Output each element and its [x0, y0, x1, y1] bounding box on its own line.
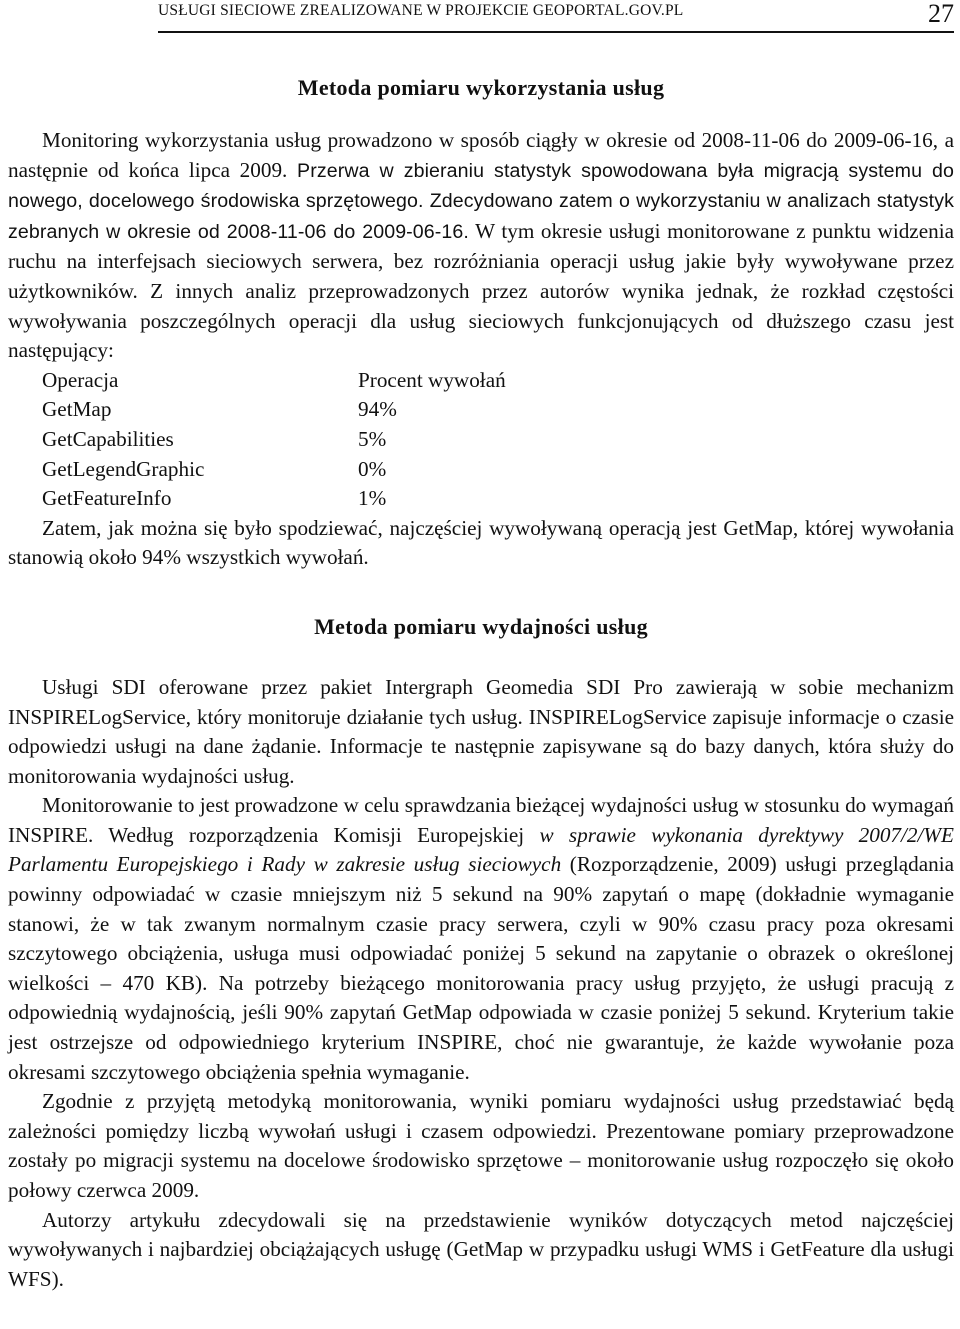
- paragraph-inspire-requirements: [8, 791, 954, 1087]
- regulation-title: w sprawie wykonania dyrektywy 2007/2/WE Parlamentu Europejskiego i Rady w zakresie usług sieciowych: [8, 822, 954, 877]
- table-cell-operation: GetCapabilities: [42, 426, 174, 451]
- paragraph-text: Monitorowanie to jest prowadzone w celu sprawdzania bieżącej wydajności usług w stosunku do wymagań INSPIRE. Według rozporządzenia Komisji Europejskiej: [8, 793, 954, 847]
- paragraph-text: Monitoring wykorzystania usług prowadzono w sposób ciągły w okresie od 2008-11-06 do 2009-06-16, a następnie od końca lipca 2009.: [8, 128, 954, 182]
- operations-table: [42, 366, 506, 514]
- table-cell-operation: GetLegendGraphic: [42, 456, 205, 481]
- paragraph-text-sans: Przerwa w zbieraniu statystyk spowodowana była migracją systemu do nowego, docelowego środowiska sprzętowego. Zdecydowano zatem o wykorzystaniu w analizach statystyk zebranych w okresie od 2008-11-06 do 2009-06-16.: [8, 159, 955, 243]
- table-header-row: [42, 366, 506, 396]
- table-row: [42, 425, 506, 455]
- table-cell-percent: 5%: [358, 426, 387, 451]
- header-rule: [158, 31, 954, 33]
- table-cell-percent: 1%: [358, 486, 387, 511]
- paragraph-text: (Rozporządzenie, 2009) usługi przeglądania powinny odpowiadać w czasie mniejszym niż 5 sekund na 90% zapytań o mapę (dokładnie wymaganie stanowi, że w tak zwanym normalnym czasie pracy serwera, czyli w 90% czasu pracy poza okresami szczytowego obciążenia, usługa musi odpowiadać poniżej 5 sekund na zapytanie o obrazek o określonej wielkości – 470 KB). Na potrzeby bieżącego monitorowania pracy usług przyjęto, że usługi pracują z odpowiednią wydajnością, jeśli 90% zapytań GetMap odpowiada w czasie poniżej 5 sekund. Kryterium takie jest ostrzejsze od odpowiedniego kryterium INSPIRE, choć nie gwarantuje, że każde wywołanie poza okresami szczytowego obciążenia spełnia wymaganie.: [8, 852, 954, 1084]
- running-header: [158, 0, 954, 30]
- paragraph-text: W tym okresie usługi monitorowane z punktu widzenia ruchu na interfejsach sieciowych serwera, bez rozróżniania operacji usług jakie były wywoływane przez użytkowników. Z innych analiz przeprowadzonych przez autorów wynika jednak, że rozkład częstości wywoływania poszczególnych operacji dla usług sieciowych funkcjonujących od dłuższego czasu jest następujący:: [8, 218, 954, 363]
- main-content: [8, 70, 954, 1294]
- paragraph-usage-monitoring: [8, 126, 954, 366]
- table-header-operation: Operacja: [42, 367, 119, 392]
- table-header-percent: Procent wywołań: [358, 367, 506, 392]
- section-heading-performance: Metoda pomiaru wydajności usług: [314, 613, 648, 639]
- page-number: 27: [928, 0, 954, 28]
- table-row: [42, 395, 506, 425]
- section-heading-usage: Metoda pomiaru wykorzystania usług: [297, 75, 665, 100]
- paragraph-methodology: Zgodnie z przyjętą metodyką monitorowania, wyniki pomiaru wydajności usług przedstawiać będą zależności pomiędzy liczbą wywołań usługi i czasem odpowiedzi. Prezentowane pomiary przeprowadzone zostały po migracji systemu na docelowe środowisko sprzętowe – monitorowanie usług rozpoczęło się około połowy czerwca 2009.: [8, 1089, 954, 1202]
- table-cell-percent: 0%: [358, 456, 387, 481]
- table-row: [42, 455, 506, 485]
- paragraph-authors-decision: Autorzy artykułu zdecydowali się na przedstawienie wyników dotyczących metod najczęściej wywoływanych i najbardziej obciążających usługę (GetMap w przypadku usługi WMS i GetFeature dla usługi WFS).: [8, 1207, 954, 1291]
- table-cell-percent: 94%: [358, 397, 397, 422]
- table-cell-operation: GetMap: [42, 397, 112, 422]
- running-title: USŁUGI SIECIOWE ZREALIZOWANE W PROJEKCIE GEOPORTAL.GOV.PL: [158, 2, 684, 19]
- paragraph-usage-conclusion: Zatem, jak można się było spodziewać, najczęściej wywoływaną operacją jest GetMap, której wywołania stanowią około 94% wszystkich wywołań.: [8, 515, 954, 570]
- table-row: [42, 484, 506, 514]
- table-cell-operation: GetFeatureInfo: [42, 486, 172, 511]
- document-page: [8, 0, 954, 1329]
- paragraph-inspire-log-service: Usługi SDI oferowane przez pakiet Intergraph Geomedia SDI Pro zawierają w sobie mechanizm INSPIRELogService, który monitoruje działanie tych usług. INSPIRELogService zapisuje informacje o czasie odpowiedzi usługi na dane żądanie. Informacje te następnie zapisywane są do bazy danych, która służy do monitorowania wydajności usług.: [8, 674, 954, 788]
